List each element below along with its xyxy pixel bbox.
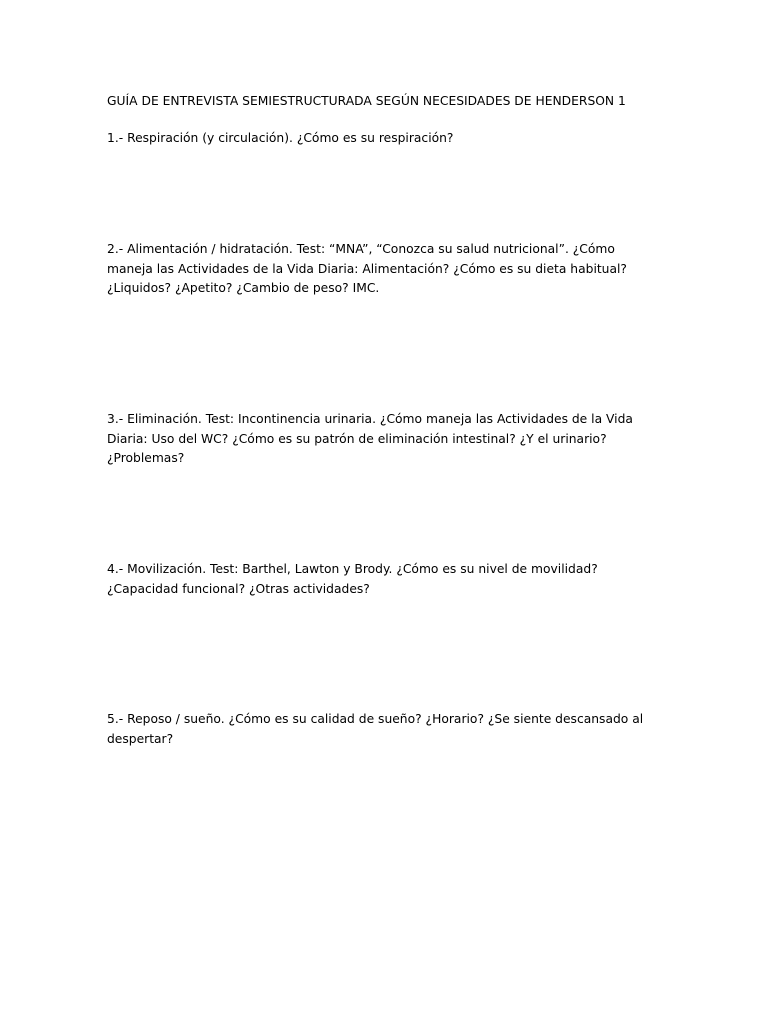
question-respiration: 1.- Respiración (y circulación). ¿Cómo es su respiración? xyxy=(107,131,454,145)
question-sleep: 5.- Reposo / sueño. ¿Cómo es su calidad de sueño? ¿Horario? ¿Se siente descansado al despertar? xyxy=(107,712,644,746)
question-elimination: 3.- Eliminación. Test: Incontinencia urinaria. ¿Cómo maneja las Actividades de la Vida Diaria: Uso del WC? ¿Cómo es su patrón de eliminación intestinal? ¿Y el urinario? ¿Problemas? xyxy=(107,412,633,465)
document-title: GUÍA DE ENTREVISTA SEMIESTRUCTURADA SEGÚN NECESIDADES DE HENDERSON 1 xyxy=(107,94,626,108)
question-nutrition: 2.- Alimentación / hidratación. Test: “MNA”, “Conozca su salud nutricional”. ¿Cómo maneja las Actividades de la Vida Diaria: Alimentación? ¿Cómo es su dieta habitual? ¿Liquidos? ¿Apetito? ¿Cambio de peso? IMC. xyxy=(107,242,627,295)
question-mobility: 4.- Movilización. Test: Barthel, Lawton y Brody. ¿Cómo es su nivel de movilidad? ¿Capacidad funcional? ¿Otras actividades? xyxy=(107,562,598,596)
